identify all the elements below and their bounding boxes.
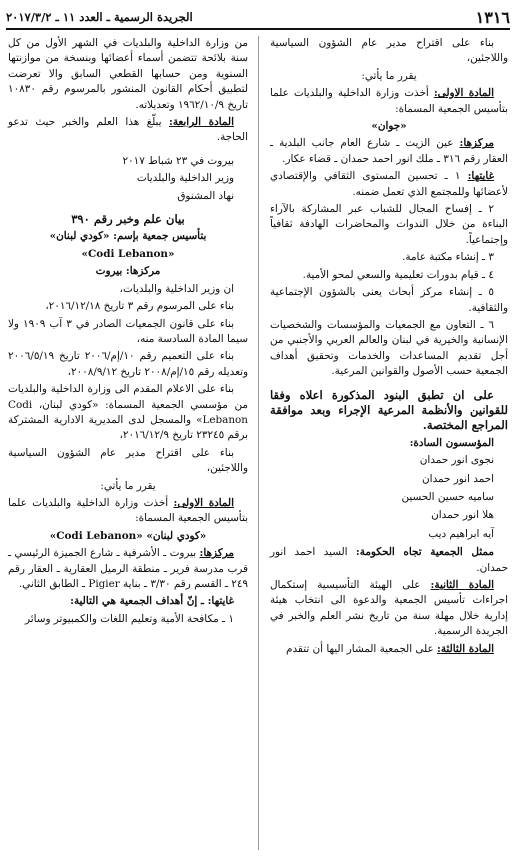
decree-line: يقرر ما يأتي: <box>361 69 417 82</box>
paragraph: بناء على المرسوم رقم ٣ تاريخ ٢٠١٦/١٢/١٨، <box>45 300 234 313</box>
article-3 <box>270 642 508 657</box>
article-label: المادة الثالثة: <box>437 642 494 655</box>
page-header <box>6 6 510 30</box>
paragraph: بناء على قانون الجمعيات الصادر في ٣ آب ١٩٠٩ ولا سيما المادة السادسة منه، <box>8 317 248 345</box>
article-text: أخذت وزارة الداخلية والبلديات علما بتأسيس الجمعية المسماة: <box>270 87 508 115</box>
article-1 <box>270 86 508 117</box>
continuation-paragraph: من وزارة الداخلية والبلديات في الشهر الأول من كل سنة بلائحة تتضمن أسماء أعضائها وبنسخة من موازنتها السنوية ومن حسابها القطعي السابق والا تعرضت لتطبيق أحكام القانون المنشور بالمرسوم رقم ١٠٨٣٠ تاريخ ١٩٦٢/١٠/٩ وتعديلاته. <box>8 37 248 111</box>
condition-clause: على ان تطبق البنود المذكورة اعلاه وفقا للقوانين والأنظمة المرعية الإجراء وبعد موافقة المراجع المختصة. <box>270 387 508 433</box>
founder-name: هلا انور حمدان <box>431 509 494 522</box>
article-label: المادة الثانية: <box>430 579 494 591</box>
goals-4: ٤ ـ قيام بدورات تعليمية والسعي لمحو الأمية. <box>302 268 494 281</box>
founders-label: المؤسسون السادة: <box>409 436 494 449</box>
article-text: على الجمعية المشار اليها أن تتقدم <box>286 642 434 655</box>
notice-hq <box>8 264 248 279</box>
hq-label: مركزها: <box>199 547 234 560</box>
notice-subtitle: بتأسيس جمعية بإسم: «كودي لبنان» <box>49 230 207 243</box>
hq-text: بيروت ـ الأشرفية ـ شارع الجميزة الرئيسي ـ قرب مدرسة فرير ـ منطقة الرميل العقارية ـ العقار رقم ٢٤٩ ـ القسم رقم ٣/٣٠ ـ بناية Pigier ـ الطابق الثاني. <box>8 547 248 590</box>
goals-label: غايتها: <box>467 170 495 183</box>
rep-text: السيد احمد انور حمدان. <box>270 546 508 574</box>
paragraph: بناء على اقتراح مدير عام الشؤون السياسية واللاجئين، <box>270 37 508 65</box>
gazette-title: الجريدة الرسمية ـ العدد ١١ ـ ٢٠١٧/٣/٢ <box>6 10 193 24</box>
goals-3: ٣ ـ إنشاء مكتبة عامة. <box>402 251 494 264</box>
hq-label: مركزها: <box>459 137 494 150</box>
article-label: المادة الاولى: <box>433 87 494 100</box>
paragraph: ان وزير الداخلية والبلديات، <box>119 282 234 295</box>
left-column <box>8 36 248 852</box>
representative <box>270 545 508 576</box>
founder-name: نجوى انور حمدان <box>419 454 494 467</box>
goals-6: ٦ ـ التعاون مع الجمعيات والمؤسسات والشخصيات الإنسانية والخيرية في لبنان والعالم العربي والأجنبي من أجل تقديم المساعدات والخدمات وتحقيق أهداف الجمعية حسب الأصول والقوانين المرعية. <box>270 318 508 378</box>
paragraph: بناء على اقتراح مدير عام الشؤون السياسية واللاجئين، <box>8 446 248 475</box>
founder-name: آيه ابراهيم ديب <box>428 527 494 540</box>
founders-list <box>270 453 508 542</box>
column-divider <box>258 36 259 850</box>
notice-latin-name: «Codi Lebanon» <box>81 247 175 260</box>
founder-name: ساميه حسين الحسين <box>401 490 494 503</box>
article-text: يبلّغ هذا العلم والخبر حيث تدعو الحاجة. <box>8 116 248 144</box>
goals-1: ١ ـ مكافحة الأمية وتعليم اللغات والكمبيوتر وسائر <box>24 612 234 625</box>
notice-title: بيان علم وخبر رقم ٣٩٠ <box>71 212 185 227</box>
article-label: المادة الرابعة: <box>168 116 234 129</box>
article-1 <box>8 496 248 527</box>
paragraph: بناء على الاعلام المقدم الى وزارة الداخلية والبلديات من مؤسسي الجمعية المسماة: «كودي لبنان، Codi Lebanon» والمسجل لدى المديرية الادارية المشتركة برقم ٢٣٢٤٥ تاريخ ٢٠١٦/١٢/٩، <box>8 383 248 442</box>
headquarters <box>8 546 248 592</box>
goals-2: ٢ ـ إفساح المجال للشباب عبر المشاركة بالآراء البناءة من خلال الندوات والمحاضرات الهادفة ثقافياً وإجتماعياً. <box>270 203 508 246</box>
article-text: على الهيئة التأسيسية إستكمال اجراءات تأسيس الجمعية والدعوة الى انتخاب هيئة إدارية خلال مهلة سنة من تاريخ نشر العلم والخبر في الجريدة الرسمية. <box>270 579 508 638</box>
page-number: ١٣١٦ <box>475 7 510 27</box>
article-4 <box>8 115 248 146</box>
association-name: «جوان» <box>371 120 407 133</box>
article-label: المادة الاولى: <box>173 496 234 509</box>
goals-5: ٥ ـ إنشاء مركز أبحاث يعنى بالشؤون الإجتماعية والثقافية. <box>270 286 508 314</box>
goals-label: غايتها: ـ إنّ أهداف الجمعية هي التالية: <box>70 595 234 608</box>
founder-name: احمد انور حمدان <box>422 472 494 485</box>
signature-date: بيروت في ٢٣ شباط ٢٠١٧ <box>122 154 234 167</box>
article-text: أخذت وزارة الداخلية والبلديات علما بتأسيس الجمعية المسماة: <box>8 496 248 525</box>
article-2 <box>270 578 508 640</box>
goal-text: ١ ـ تحسين المستوى الثقافي والإقتصادي لأعضائها وللمجتمع الذي تعمل ضمنه. <box>270 170 508 198</box>
headquarters <box>270 136 508 167</box>
goals-1 <box>270 169 508 200</box>
notice-hq-label: مركزها: <box>125 265 161 278</box>
hq-text: عين الزيت ـ شارع العام جانب البلدية ـ العقار رقم ٣١٦ ـ ملك انور احمد حمدان ـ قضاء عكار. <box>270 137 508 165</box>
right-column <box>270 36 508 852</box>
rep-label: ممثل الجمعية تجاه الحكومة: <box>355 546 495 559</box>
minister-title: وزير الداخلية والبلديات <box>136 172 234 185</box>
association-name: «كودي لبنان» «Codi Lebanon» <box>49 529 207 542</box>
notice-hq-text: بيروت <box>95 265 123 278</box>
minister-name: نهاد المشنوق <box>177 189 234 202</box>
decree-line: يقرر ما يأتي: <box>100 479 156 492</box>
paragraph: بناء على التعميم رقم ١٠/إم/٢٠٠٦ تاريخ ٢٠٠٦/٥/١٩ وتعديله رقم ١٥/إم/٢٠٠٨ تاريخ ٢٠٠٨/٩/١٢، <box>8 350 248 378</box>
